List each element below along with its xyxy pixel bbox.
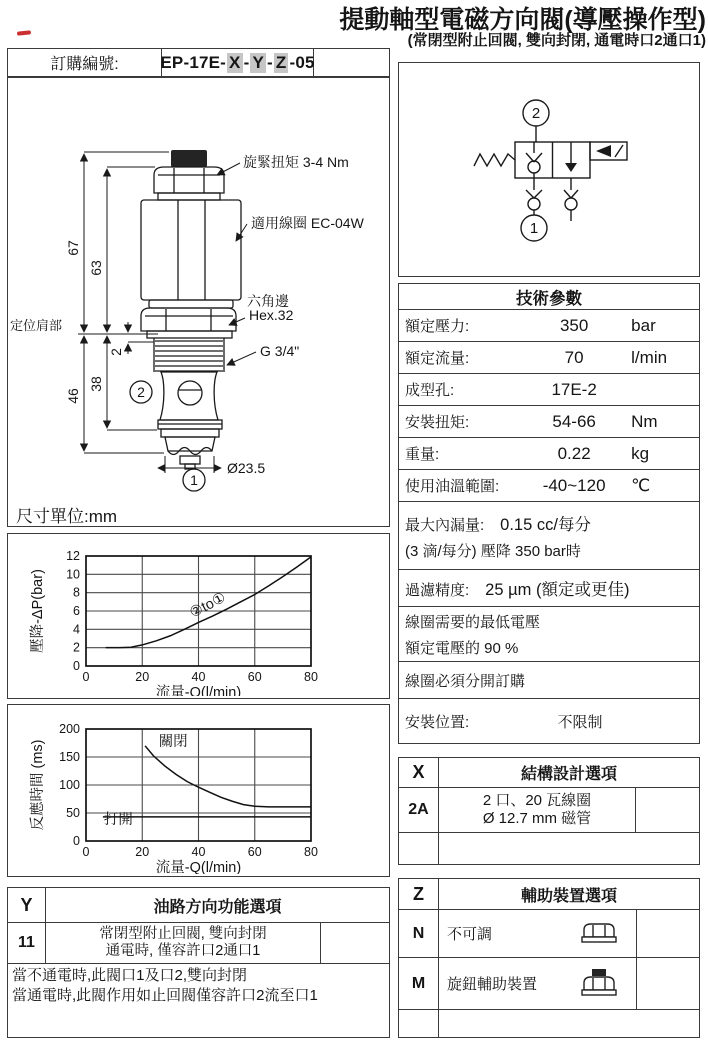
svg-text:流量-Q(l/min): 流量-Q(l/min)	[155, 685, 242, 696]
svg-text:60: 60	[247, 670, 262, 684]
order-code-x: X	[229, 52, 241, 72]
x-code-cell: X	[399, 758, 439, 787]
voltage-note-line1: 線圈需要的最低電壓	[405, 613, 541, 631]
param-value: -40~120	[542, 475, 606, 495]
param-value: 0.22	[557, 443, 591, 463]
order-number-box	[7, 48, 390, 77]
svg-text:100: 100	[59, 778, 80, 792]
order-code-prefix: EP-17E-	[160, 52, 227, 72]
param-unit: kg	[631, 443, 650, 463]
coil-label: 適用線圈 EC-04W	[251, 215, 364, 231]
z-option-row-n	[399, 910, 699, 958]
svg-text:60: 60	[247, 845, 262, 859]
y-table-title: 油路方向功能選項	[153, 898, 282, 916]
dim-63: 63	[88, 260, 104, 276]
svg-text:12: 12	[66, 549, 80, 563]
z-table-header-row	[399, 879, 699, 910]
svg-text:10: 10	[66, 567, 80, 582]
thread-label: G 3/4"	[260, 343, 300, 359]
param-value: 17E-2	[551, 379, 597, 399]
valve-outline	[141, 150, 241, 469]
param-value: 54-66	[552, 411, 596, 431]
hex-nut-icon	[578, 922, 620, 945]
pressure-drop-chart	[8, 534, 387, 696]
knob-icon	[578, 969, 620, 998]
order-code-dash1: -	[243, 52, 250, 72]
y-note-line2: 當通電時,此閥作用如止回閥僅容許口2流至口1	[12, 986, 318, 1004]
z-table-title: 輔助裝置選項	[520, 887, 617, 905]
y-option-line2: 通電時, 僅容許口2通口1	[105, 943, 261, 959]
z-empty-row	[399, 1010, 699, 1037]
y-option-row	[8, 923, 389, 964]
max-leakage-row	[399, 502, 699, 570]
hex32-nut	[141, 308, 236, 331]
y-function-note	[8, 964, 389, 1037]
svg-text:200: 200	[59, 722, 80, 736]
thread-section	[154, 338, 224, 372]
svg-text:壓降-ΔP(bar): 壓降-ΔP(bar)	[30, 569, 46, 653]
svg-text:8: 8	[73, 585, 80, 600]
svg-text:40: 40	[191, 845, 206, 859]
knurled-cap	[171, 150, 207, 167]
voltage-note-line2: 額定電壓的 90 %	[405, 639, 519, 657]
pressure-drop-chart-box	[7, 533, 390, 699]
dim-67: 67	[65, 240, 81, 256]
leak-value: 0.15 cc/每分	[500, 515, 591, 534]
dim-38: 38	[88, 376, 104, 392]
y-note-line1: 當不通電時,此閥口1及口2,雙向封閉	[12, 967, 248, 984]
svg-text:80: 80	[304, 845, 318, 859]
order-empty-cell	[314, 49, 389, 76]
mounting-row	[399, 699, 699, 743]
param-label: 使用油溫範圍:	[405, 478, 500, 495]
red-logo-mark	[17, 30, 31, 35]
svg-text:40: 40	[191, 670, 206, 684]
technical-parameters-table	[398, 283, 700, 744]
cartridge-body	[160, 372, 218, 420]
svg-text:關閉: 關閉	[158, 733, 188, 750]
z-option-code-n: N	[399, 910, 439, 957]
structure-options-table	[398, 757, 700, 865]
table-row	[399, 470, 699, 502]
shoulder-label: 定位肩部	[10, 318, 63, 333]
auxiliary-options-table	[398, 878, 700, 1038]
param-unit: l/min	[631, 347, 668, 367]
table-row	[399, 342, 699, 374]
param-label: 安裝扭矩:	[405, 414, 470, 431]
svg-text:0: 0	[82, 845, 90, 859]
dim-2: 2	[108, 348, 124, 356]
x-option-code: 2A	[399, 788, 439, 832]
y-table-header-row	[8, 888, 389, 923]
y-code-cell: Y	[8, 888, 46, 922]
svg-text:6: 6	[73, 604, 80, 618]
response-time-chart-box	[7, 704, 390, 877]
valve-technical-drawing	[8, 78, 387, 524]
table-row	[399, 310, 699, 342]
torque-label: 旋緊扭矩 3-4 Nm	[243, 154, 349, 170]
order-number-label: 訂購編號:	[50, 56, 119, 73]
hydraulic-symbol	[399, 63, 697, 274]
param-label: 額定流量:	[405, 350, 470, 367]
dimension-unit-note: 尺寸單位:mm	[16, 507, 118, 526]
z-option-row-m	[399, 958, 699, 1010]
svg-text:4: 4	[73, 622, 80, 637]
param-label: 成型孔:	[405, 382, 455, 399]
coil-order-row	[399, 662, 699, 699]
svg-text:0: 0	[73, 659, 80, 673]
order-code-suffix: -05	[289, 52, 315, 72]
svg-text:0: 0	[73, 834, 80, 848]
x-option-row	[399, 788, 699, 833]
drawing-port2-marker: 2	[137, 384, 145, 400]
z-option-label-m: 旋鈕輔助裝置	[447, 976, 538, 993]
param-unit: ℃	[631, 475, 651, 495]
mounting-label: 安裝位置:	[405, 713, 470, 731]
port-markers	[130, 381, 205, 491]
page-subtitle: (常閉型附止回閥, 雙向封閉, 通電時口2通口1)	[407, 32, 706, 49]
svg-text:50: 50	[66, 806, 80, 820]
hydraulic-symbol-box	[398, 62, 700, 277]
z-option-empty-cell	[637, 958, 699, 1009]
z-option-code-m: M	[399, 958, 439, 1009]
hex-sub-label: Hex.32	[249, 307, 294, 323]
flow-function-options-table	[7, 887, 390, 1038]
filtration-row	[399, 570, 699, 607]
spring-symbol	[474, 154, 515, 166]
param-label: 額定壓力:	[405, 318, 470, 335]
tech-table-header: 技術參數	[399, 284, 699, 310]
response-time-chart	[8, 705, 387, 874]
x-table-header-row	[399, 758, 699, 788]
dim-diameter: Ø23.5	[227, 460, 266, 476]
param-unit: bar	[631, 315, 656, 335]
symbol-port1-label: 1	[529, 220, 539, 237]
filter-label: 過濾精度:	[405, 582, 470, 599]
x-option-empty-cell	[636, 788, 699, 832]
y-option-line1: 常閉型附止回閥, 雙向封閉	[99, 925, 267, 942]
order-code-z: Z	[275, 52, 287, 72]
y-option-code: 11	[8, 923, 46, 963]
flow-arrow-down	[565, 163, 577, 172]
order-code-dash2: -	[267, 52, 273, 72]
coil-order-note: 線圈必須分開訂購	[405, 672, 526, 690]
svg-text:打開: 打開	[103, 812, 133, 829]
svg-text:20: 20	[135, 845, 150, 859]
svg-text:150: 150	[59, 750, 80, 764]
symbol-port2-label: 2	[531, 105, 541, 122]
x-empty-row	[399, 833, 699, 864]
x-table-title: 結構設計選項	[520, 766, 617, 783]
svg-text:0: 0	[82, 670, 90, 684]
x-option-line1: 2 口、20 瓦線圈	[482, 792, 592, 809]
leak-label: 最大內漏量:	[405, 516, 485, 534]
drawing-port1-marker: 1	[190, 472, 198, 488]
order-code-y: Y	[252, 52, 264, 72]
coil-body	[141, 200, 241, 300]
filter-value: 25 µm (額定或更佳)	[485, 581, 630, 599]
z-code-cell: Z	[399, 879, 439, 909]
param-unit: Nm	[631, 411, 658, 431]
param-value: 70	[564, 347, 584, 367]
z-option-empty-cell	[637, 910, 699, 957]
svg-text:②to①: ②to①	[187, 589, 229, 622]
y-option-empty-cell	[321, 923, 389, 963]
valve-drawing-box	[7, 77, 390, 527]
x-option-line2: Ø 12.7 mm 磁管	[482, 810, 592, 827]
page-title: 提動軸型電磁方向閥(導壓操作型)	[339, 6, 706, 34]
dim-46: 46	[65, 388, 81, 404]
table-row	[399, 374, 699, 406]
hex-label: 六角邊	[247, 293, 289, 309]
order-code	[161, 49, 314, 76]
param-label: 重量:	[405, 446, 440, 463]
svg-text:反應時間 (ms): 反應時間 (ms)	[30, 739, 46, 831]
svg-text:20: 20	[135, 670, 150, 684]
svg-text:2: 2	[73, 640, 80, 655]
dimension-labels	[10, 154, 365, 476]
param-value: 350	[559, 315, 589, 335]
table-row	[399, 438, 699, 470]
svg-text:80: 80	[304, 670, 318, 684]
svg-text:流量-Q(l/min): 流量-Q(l/min)	[155, 860, 242, 874]
coil-voltage-row	[399, 607, 699, 662]
leak-note: (3 滴/每分) 壓降 350 bar時	[405, 542, 581, 560]
table-row	[399, 406, 699, 438]
locating-shoulder	[147, 331, 232, 338]
mounting-value: 不限制	[557, 713, 603, 731]
z-option-label-n: 不可調	[447, 926, 493, 943]
